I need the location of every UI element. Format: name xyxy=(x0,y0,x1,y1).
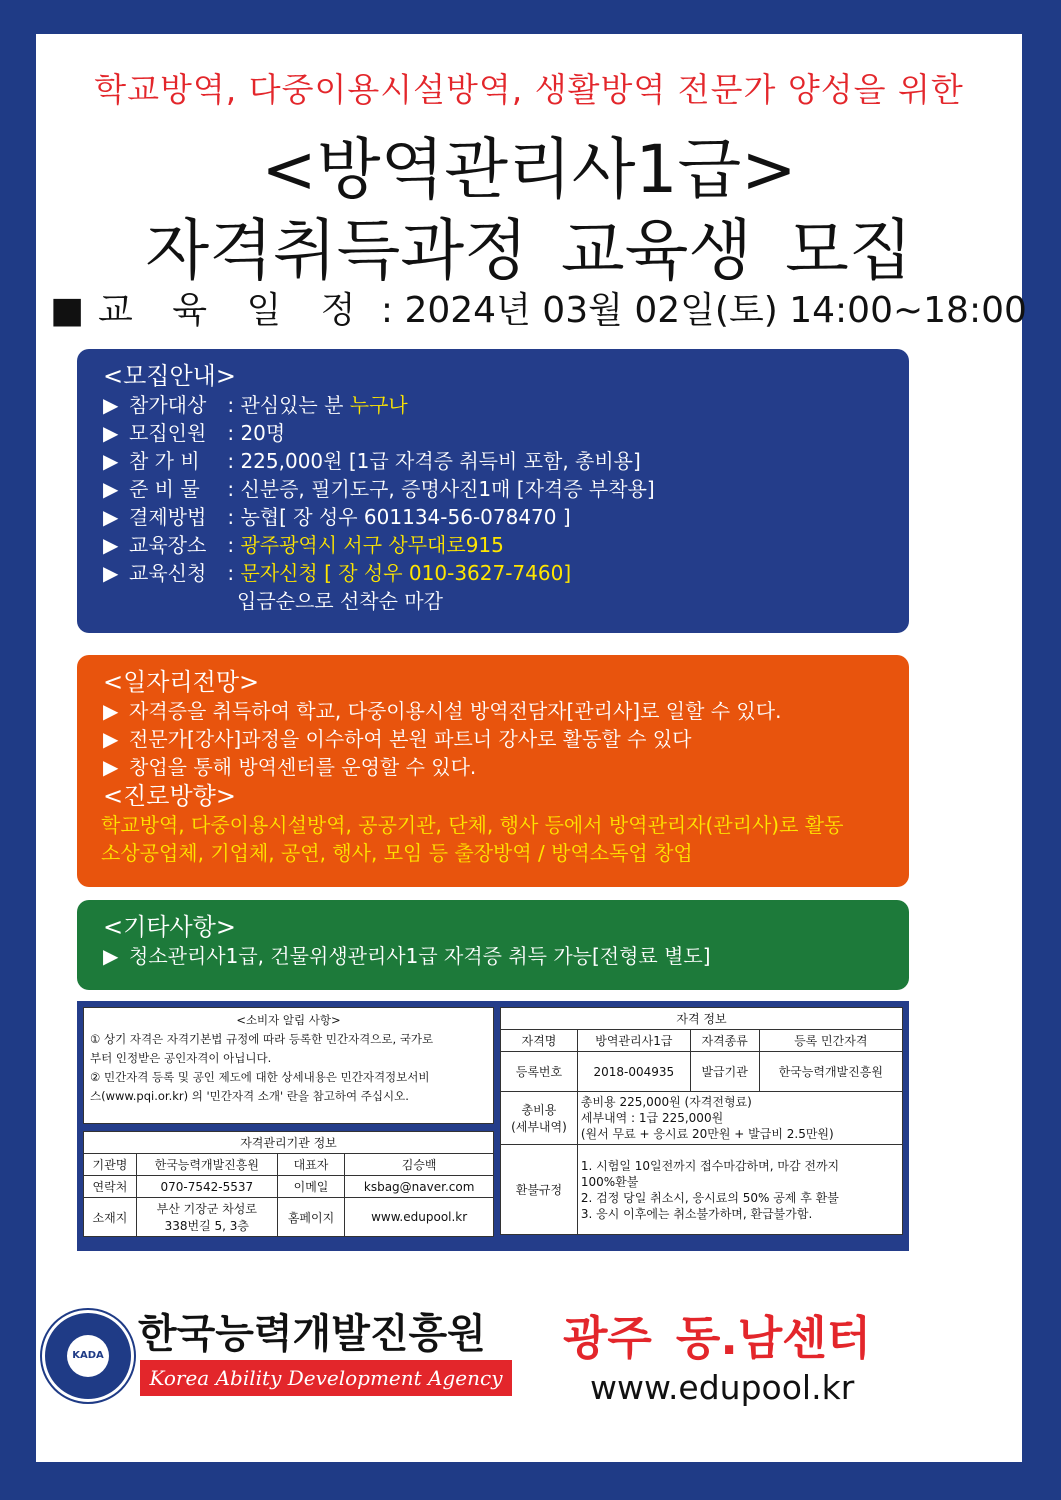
jobs-item: ▶ 자격증을 취득하여 학교, 다중이용시설 방역전담자[관리사]로 일할 수 있다. xyxy=(103,699,782,723)
triangle-bullet-icon: ▶ xyxy=(103,727,119,751)
triangle-bullet-icon: ▶ xyxy=(103,477,119,501)
cert-name-value: 방역관리사1급 xyxy=(577,1030,690,1052)
recruit-heading: <모집안내> xyxy=(103,362,236,390)
email-value: ksbag@naver.com xyxy=(345,1176,494,1198)
recruit-item: ▶ 참 가 비 : 225,000원 [1급 자격증 취득비 포함, 총비용] xyxy=(103,449,641,473)
schedule-value: : 2024년 03월 02일(토) 14:00~18:00 xyxy=(369,290,1027,331)
kada-logo-icon xyxy=(42,1310,134,1402)
agency-info-title: 자격관리기관 정보 xyxy=(84,1132,494,1154)
recruit-item: ▶ 모집인원 : 20명 xyxy=(103,421,286,445)
reg-number-value: 2018-004935 xyxy=(577,1052,690,1092)
career-line: 학교방역, 다중이용시설방역, 공공기관, 단체, 행사 등에서 방역관리자(관리사)로 활동 xyxy=(101,813,844,837)
triangle-bullet-icon: ▶ xyxy=(103,561,119,585)
consumer-notice-line: ② 민간자격 등록 및 공인 제도에 대한 상세내용은 민간자격정보서비 xyxy=(90,1070,430,1084)
jobs-item: ▶ 창업을 통해 방역센터를 운영할 수 있다. xyxy=(103,755,477,779)
triangle-bullet-icon: ▶ xyxy=(103,505,119,529)
recruit-item: ▶ 결제방법 : 농협[ 장 성우 601134-56-078470 ] xyxy=(103,505,571,529)
cert-type-value: 등록 민간자격 xyxy=(759,1030,902,1052)
org-name: 한국능력개발진흥원 xyxy=(138,1311,486,1357)
consumer-notice-title: <소비자 알림 사항> xyxy=(236,1013,341,1027)
triangle-bullet-icon: ▶ xyxy=(103,421,119,445)
recruit-panel xyxy=(77,349,909,633)
tel-label: 연락처 xyxy=(84,1176,137,1198)
cert-info-table xyxy=(500,1007,903,1235)
triangle-bullet-icon: ▶ xyxy=(103,393,119,417)
consumer-notice-line: ① 상기 자격은 자격기본법 규정에 따라 등록한 민간자격으로, 국가로 xyxy=(90,1032,434,1046)
triangle-bullet-icon: ▶ xyxy=(103,944,119,968)
tel-value: 070-7542-5537 xyxy=(136,1176,277,1198)
cert-type-label: 자격종류 xyxy=(690,1030,759,1052)
consumer-notice xyxy=(83,1007,494,1124)
triangle-bullet-icon: ▶ xyxy=(103,449,119,473)
career-heading: <진로방향> xyxy=(103,782,236,810)
recruit-item: ▶ 참가대상 : 관심있는 분 누구나 xyxy=(103,393,408,417)
triangle-bullet-icon: ▶ xyxy=(103,755,119,779)
rep-label: 대표자 xyxy=(277,1154,345,1176)
schedule xyxy=(50,282,1027,333)
issuer-value: 한국능력개발진흥원 xyxy=(759,1052,902,1092)
homepage-label: 홈페이지 xyxy=(277,1198,345,1237)
recruit-item: ▶ 교육장소 : 광주광역시 서구 상무대로915 xyxy=(103,533,504,557)
rep-value: 김승백 xyxy=(345,1154,494,1176)
poster-title-line2: 자격취득과정 교육생 모집 xyxy=(145,212,913,289)
recruit-extra: 입금순으로 선착순 마감 xyxy=(237,589,443,613)
etc-panel xyxy=(77,900,909,990)
etc-item: ▶ 청소관리사1급, 건물위생관리사1급 자격증 취득 가능[전형료 별도] xyxy=(103,944,711,968)
refund-label: 환불규정 xyxy=(501,1145,578,1235)
issuer-label: 발급기관 xyxy=(690,1052,759,1092)
homepage-value: www.edupool.kr xyxy=(345,1198,494,1237)
email-label: 이메일 xyxy=(277,1176,345,1198)
jobs-item: ▶ 전문가[강사]과정을 이수하여 본원 파트너 강사로 활동할 수 있다 xyxy=(103,727,692,751)
info-box xyxy=(77,1001,909,1251)
jobs-panel xyxy=(77,655,909,887)
refund-detail: 1. 시험일 10일전까지 접수마감하며, 마감 전까지 100%환불 2. 검정 당일 취소시, 응시료의 50% 공제 후 환불 3. 응시 이후에는 취소불가하며, 환급불가함. xyxy=(577,1145,902,1235)
org-label: 기관명 xyxy=(84,1154,137,1176)
reg-number-label: 등록번호 xyxy=(501,1052,578,1092)
cost-detail: 총비용 225,000원 (자격전형료) 세부내역 : 1급 225,000원 (원서 무료 + 응시료 20만원 + 발급비 2.5만원) xyxy=(577,1092,902,1145)
cost-label: 총비용 (세부내역) xyxy=(501,1092,578,1145)
agency-info-table xyxy=(83,1131,494,1237)
triangle-bullet-icon: ▶ xyxy=(103,699,119,723)
cert-name-label: 자격명 xyxy=(501,1030,578,1052)
schedule-label: ■교 육 일 정 xyxy=(50,290,370,331)
consumer-notice-line: 부터 인정받은 공인자격이 아닙니다. xyxy=(90,1051,272,1065)
consumer-notice-line: 스(www.pqi.or.kr) 의 '민간자격 소개' 란을 참고하여 주십시오. xyxy=(90,1089,409,1103)
cert-info-title: 자격 정보 xyxy=(501,1008,903,1030)
triangle-bullet-icon: ▶ xyxy=(103,533,119,557)
org-value: 한국능력개발진흥원 xyxy=(136,1154,277,1176)
recruit-item: ▶ 교육신청 : 문자신청 [ 장 성우 010-3627-7460] xyxy=(103,561,572,585)
etc-heading: <기타사항> xyxy=(103,913,236,941)
poster-subtitle: 학교방역, 다중이용시설방역, 생활방역 전문가 양성을 위한 xyxy=(94,70,964,109)
logo-text: KADA xyxy=(67,1335,109,1377)
website-url[interactable]: www.edupool.kr xyxy=(590,1368,855,1407)
addr-value: 부산 기장군 차성로 338번길 5, 3층 xyxy=(136,1198,277,1237)
career-line: 소상공업체, 기업체, 공연, 행사, 모임 등 출장방역 / 방역소독업 창업 xyxy=(101,841,693,865)
org-english-name: Korea Ability Development Agency xyxy=(140,1360,512,1396)
center-name: 광주 동.남센터 xyxy=(563,1311,872,1365)
addr-label: 소재지 xyxy=(84,1198,137,1237)
recruit-item: ▶ 준 비 물 : 신분증, 필기도구, 증명사진1매 [자격증 부착용] xyxy=(103,477,655,501)
poster-title-line1: <방역관리사1급> xyxy=(261,131,797,208)
jobs-heading: <일자리전망> xyxy=(103,668,260,696)
